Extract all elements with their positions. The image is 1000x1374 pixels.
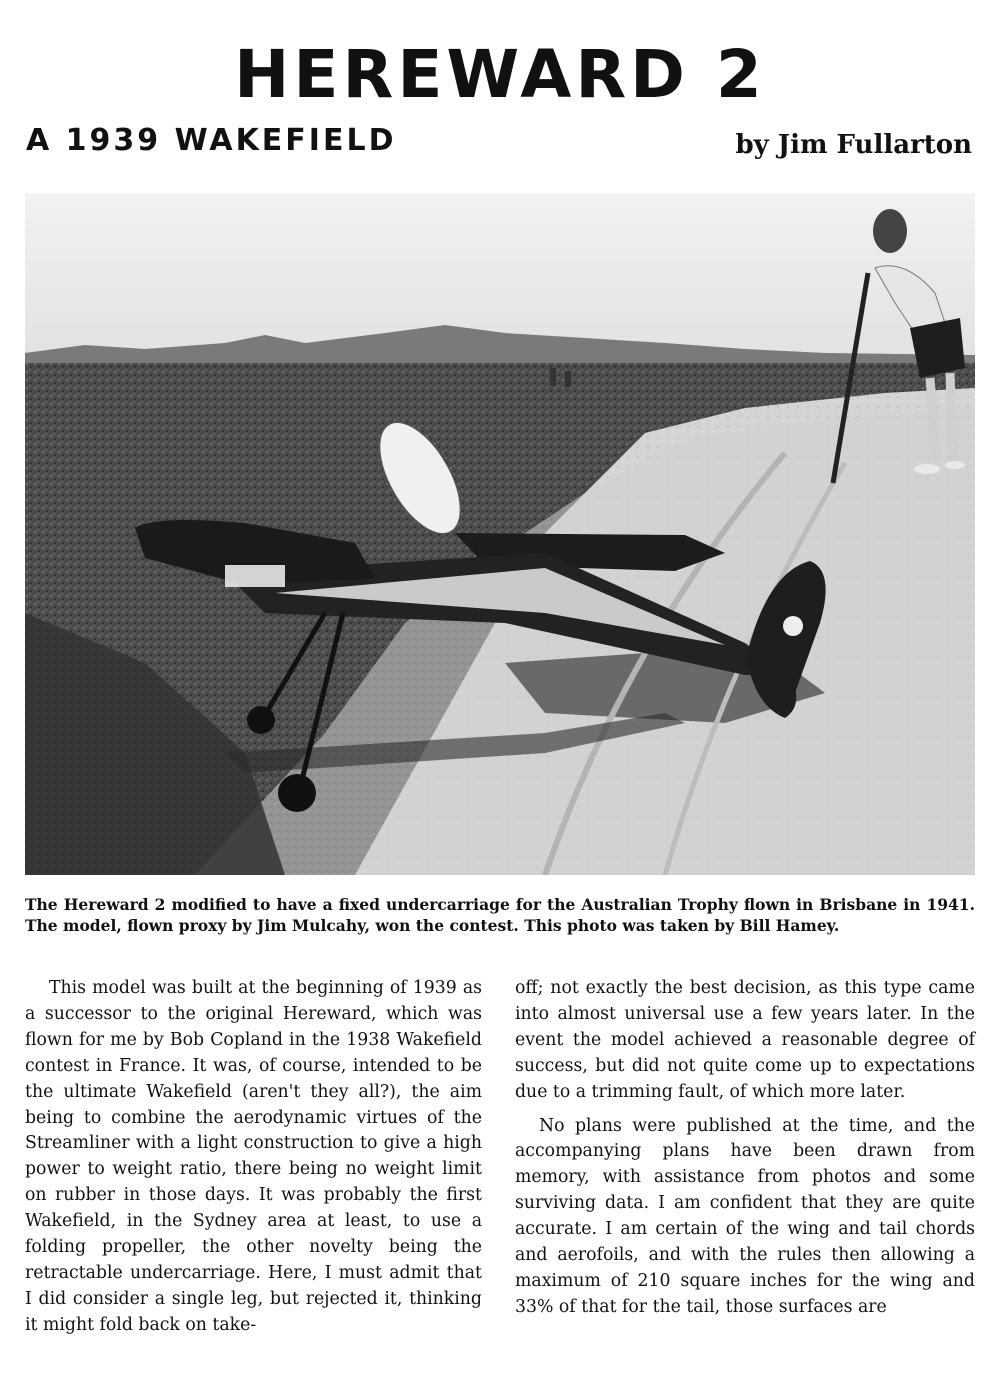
body-paragraph: This model was built at the beginning of 1939 as a successor to the original Hereward, which was flown for me by Bob Copland in the 1938 Wakefield contest in France. It was, of course, intended to be the ultimate Wakefield (aren't they all?), the aim being to combine the aerodynamic virtues of the Streamliner with a light construction to give a high power to weight ratio, there being no weight limit on rubber in those days. It was probably the first Wakefield, in the Sydney area at least, to use a folding propeller, the other novelty being the retractable undercarriage. Here, I must admit that I did consider a single leg, but rejected it, thinking it might fold back on take- <box>25 978 482 1335</box>
photo-illustration <box>25 193 975 875</box>
body-column-right <box>515 976 975 1321</box>
author-byline: by Jim Fullarton <box>735 130 972 160</box>
article-subtitle: A 1939 WAKEFIELD <box>26 123 397 158</box>
body-paragraph: off; not exactly the best decision, as this type came into almost universal use a few years later. In the event the model achieved a reasonable degree of success, but did not quite come up to expectations due to a trimming fault, of which more later. <box>515 978 975 1102</box>
body-column-left <box>25 976 482 1339</box>
photo-caption: The Hereward 2 modified to have a fixed undercarriage for the Australian Trophy flown in Brisbane in 1941. The model, flown proxy by Jim Mulcahy, won the contest. This photo was taken by Bill Hamey. <box>25 895 975 935</box>
article-title: HEREWARD 2 <box>234 36 766 113</box>
body-paragraph: No plans were published at the time, and the accompanying plans have been drawn from memory, with assistance from photos and some surviving data. I am confident that they are quite accurate. I am certain of the wing and tail chords and aerofoils, and with the rules then allowing a maximum of 210 square inches for the wing and 33% of that for the tail, those surfaces are <box>515 1115 975 1317</box>
model-aircraft-photo <box>25 193 975 875</box>
